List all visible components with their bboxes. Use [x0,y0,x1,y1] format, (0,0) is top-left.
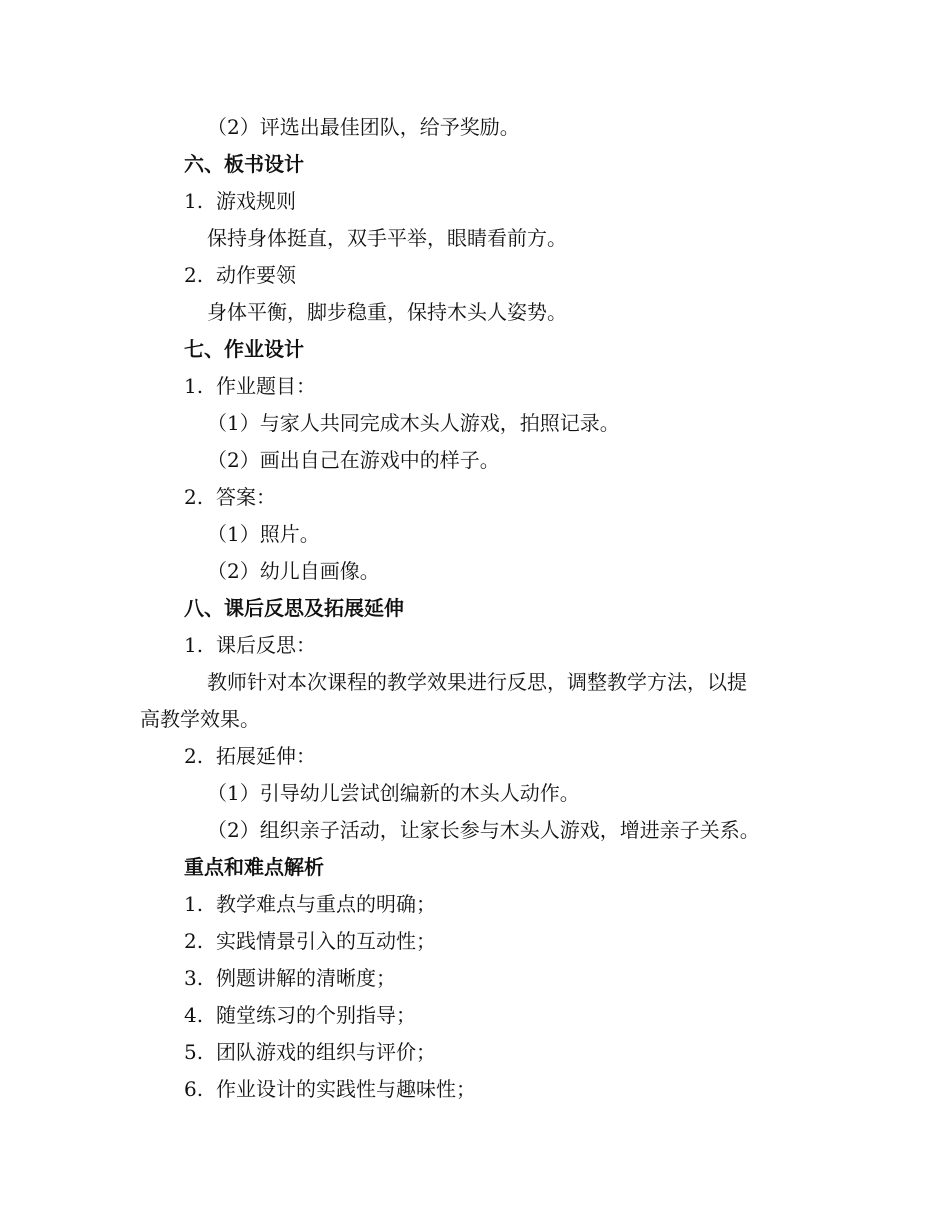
sub-item: （1）引导幼儿尝试创编新的木头人动作。 [207,781,580,805]
paragraph: 保持身体挺直，双手平举，眼睛看前方。 [207,226,567,250]
numbered-item: 1. 课后反思： [184,633,316,657]
paragraph-continuation: 高教学效果。 [140,707,260,731]
section-heading: 八、课后反思及拓展延伸 [184,596,404,620]
item-number: 2. [184,263,204,287]
numbered-item: 2. 答案： [184,485,276,509]
sub-item: （2）评选出最佳团队，给予奖励。 [207,115,520,139]
numbered-item: 2. 实践情景引入的互动性； [184,929,436,953]
paragraph: 教师针对本次课程的教学效果进行反思，调整教学方法，以提 [207,670,747,694]
item-number: 5. [184,1040,204,1064]
numbered-item: 2. 拓展延伸： [184,744,316,768]
numbered-item: 3. 例题讲解的清晰度； [184,966,396,990]
item-number: 2. [184,929,204,953]
section-heading: 七、作业设计 [184,337,304,361]
sub-item: （1）与家人共同完成木头人游戏，拍照记录。 [207,411,620,435]
sub-item: （2）组织亲子活动，让家长参与木头人游戏，增进亲子关系。 [207,818,760,842]
item-number: 1. [184,374,204,398]
item-number: 3. [184,966,204,990]
section-heading: 重点和难点解析 [184,855,324,879]
numbered-item: 4. 随堂练习的个别指导； [184,1003,416,1027]
item-number: 4. [184,1003,204,1027]
numbered-item: 1. 作业题目： [184,374,316,398]
numbered-item: 5. 团队游戏的组织与评价； [184,1040,436,1064]
item-number: 1. [184,892,204,916]
item-number: 2. [184,485,204,509]
item-number: 6. [184,1077,204,1101]
sub-item: （2）画出自己在游戏中的样子。 [207,448,500,472]
section-heading: 六、板书设计 [184,152,304,176]
numbered-item: 1. 游戏规则 [184,189,296,213]
numbered-item: 2. 动作要领 [184,263,296,287]
numbered-item: 6. 作业设计的实践性与趣味性； [184,1077,476,1101]
item-number: 2. [184,744,204,768]
item-number: 1. [184,189,204,213]
numbered-item: 1. 教学难点与重点的明确； [184,892,436,916]
item-number: 1. [184,633,204,657]
sub-item: （2）幼儿自画像。 [207,559,380,583]
paragraph: 身体平衡，脚步稳重，保持木头人姿势。 [207,300,567,324]
sub-item: （1）照片。 [207,522,320,546]
